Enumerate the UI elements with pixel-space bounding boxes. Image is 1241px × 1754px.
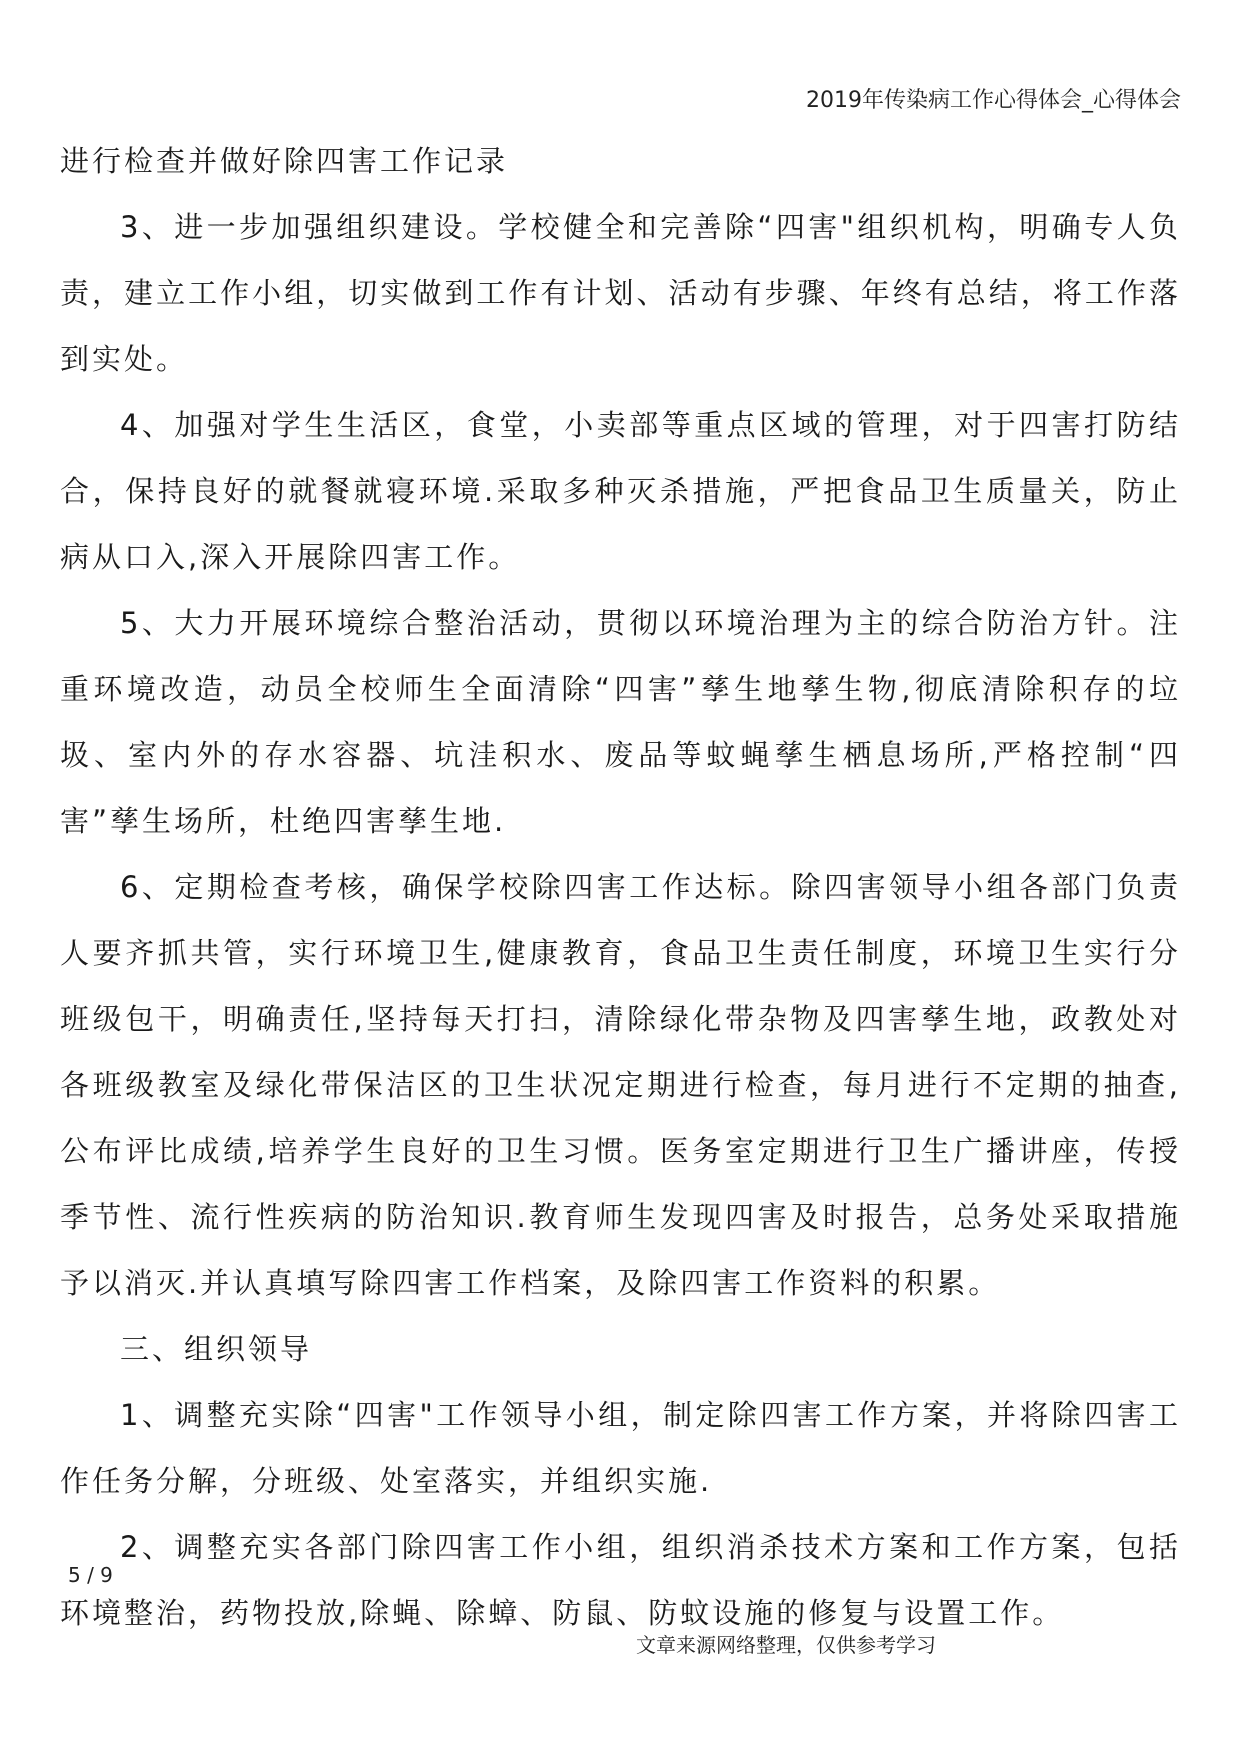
paragraph-leadership-2: 2、调整充实各部门除四害工作小组，组织消杀技术方案和工作方案，包括环境整治，药物投放,除蝇、除蟑、防鼠、防蚊设施的修复与设置工作。 — [60, 1530, 1181, 1630]
paragraph-item-4: 4、加强对学生生活区，食堂，小卖部等重点区域的管理，对于四害打防结合，保持良好的就餐就寝环境.采取多种灭杀措施，严把食品卫生质量关，防止病从口入,深入开展除四害工作。 — [60, 408, 1181, 574]
page-number: 5 / 9 — [68, 1563, 113, 1587]
paragraph-item-3: 3、进一步加强组织建设。学校健全和完善除“四害"组织机构，明确专人负责，建立工作小组，切实做到工作有计划、活动有步骤、年终有总结，将工作落到实处。 — [60, 210, 1181, 376]
document-body — [60, 128, 1181, 1646]
paragraph-item-5: 5、大力开展环境综合整治活动，贯彻以环境治理为主的综合防治方针。注重环境改造，动员全校师生全面清除“四害”孳生地孳生物,彻底清除积存的垃圾、室内外的存水容器、坑洼积水、废品等蚊蝇孳生栖息场所,严格控制“四害”孳生场所，杜绝四害孳生地. — [60, 606, 1181, 838]
page-header-title: 2019年传染病工作心得体会_心得体会 — [806, 88, 1181, 113]
paragraph-item-6: 6、定期检查考核，确保学校除四害工作达标。除四害领导小组各部门负责人要齐抓共管，实行环境卫生,健康教育，食品卫生责任制度，环境卫生实行分班级包干，明确责任,坚持每天打扫，清除绿化带杂物及四害孳生地，政教处对各班级教室及绿化带保洁区的卫生状况定期进行检查，每月进行不定期的抽查,公布评比成绩,培养学生良好的卫生习惯。医务室定期进行卫生广播讲座，传授季节性、流行性疾病的防治知识.教育师生发现四害及时报告，总务处采取措施予以消灭.并认真填写除四害工作档案，及除四害工作资料的积累。 — [60, 870, 1181, 1300]
paragraph-leadership-1: 1、调整充实除“四害"工作领导小组，制定除四害工作方案，并将除四害工作任务分解，分班级、处室落实，并组织实施. — [60, 1398, 1181, 1498]
section-heading: 三、组织领导 — [120, 1332, 313, 1366]
paragraph-continuation: 进行检查并做好除四害工作记录 — [60, 144, 509, 178]
page-footer-note: 文章来源网络整理，仅供参考学习 — [636, 1633, 936, 1657]
